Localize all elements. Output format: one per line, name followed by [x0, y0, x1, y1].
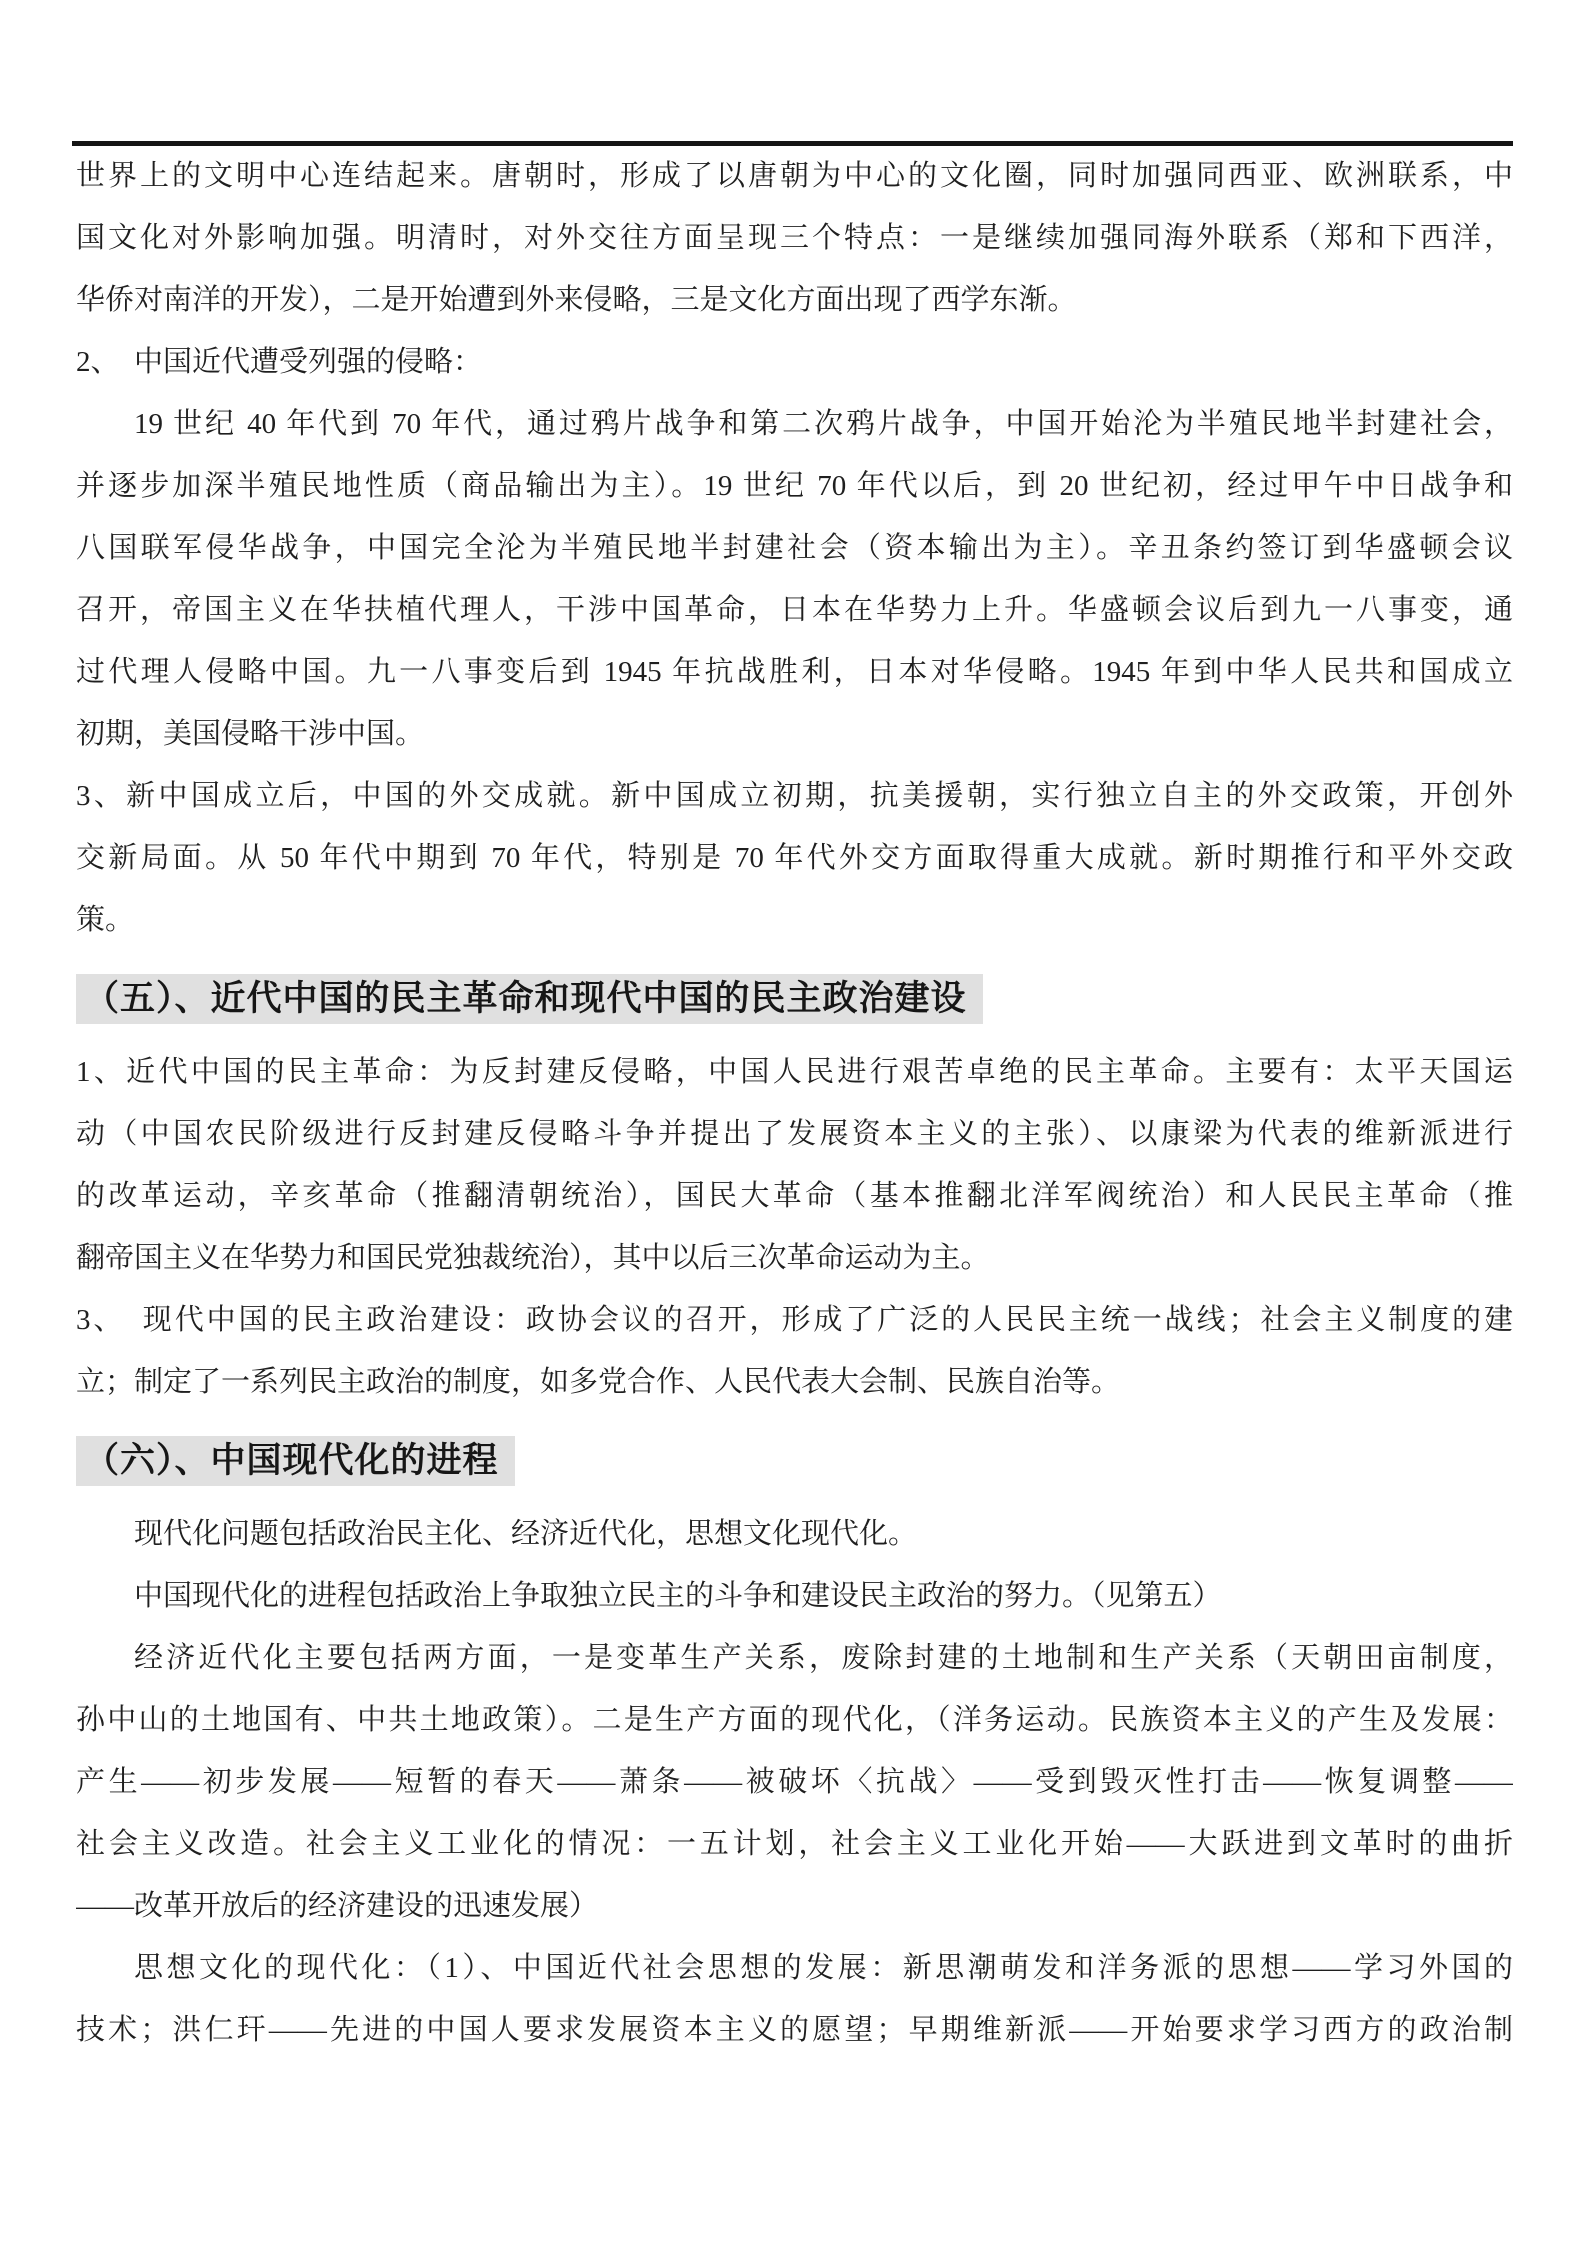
- text-line: 技术；洪仁玕——先进的中国人要求发展资本主义的愿望；早期维新派——开始要求学习西方的政治制: [76, 2014, 1513, 2046]
- text-line: 1、近代中国的民主革命：为反封建反侵略，中国人民进行艰苦卓绝的民主革命。主要有：太平天国运: [76, 1056, 1513, 1088]
- text-line: 19 世纪 40 年代到 70 年代，通过鸦片战争和第二次鸦片战争，中国开始沦为半殖民地半封建社会，: [134, 408, 1513, 440]
- section-heading-row: [76, 1436, 1513, 1486]
- section-heading: （六）、中国现代化的进程: [76, 1436, 515, 1486]
- text-line: 社会主义改造。社会主义工业化的情况：一五计划，社会主义工业化开始——大跃进到文革时的曲折: [76, 1828, 1513, 1860]
- text-line: 翻帝国主义在华势力和国民党独裁统治），其中以后三次革命运动为主。: [76, 1242, 990, 1274]
- text-line: 世界上的文明中心连结起来。唐朝时，形成了以唐朝为中心的文化圈，同时加强同西亚、欧洲联系，中: [76, 160, 1513, 192]
- text-line: 过代理人侵略中国。九一八事变后到 1945 年抗战胜利，日本对华侵略。1945 年到中华人民共和国成立: [76, 656, 1513, 688]
- text-line: 国文化对外影响加强。明清时，对外交往方面呈现三个特点：一是继续加强同海外联系（郑和下西洋，: [76, 222, 1513, 254]
- text-line: 产生——初步发展——短暂的春天——萧条——被破坏〈抗战〉——受到毁灭性打击——恢复调整——: [76, 1766, 1513, 1798]
- section-heading: （五）、近代中国的民主革命和现代中国的民主政治建设: [76, 974, 983, 1024]
- section-heading-row: [76, 974, 1513, 1024]
- text-line: 现代化问题包括政治民主化、经济近代化，思想文化现代化。: [134, 1518, 918, 1550]
- text-line: 2、 中国近代遭受列强的侵略：: [76, 346, 483, 378]
- text-line: 召开，帝国主义在华扶植代理人，干涉中国革命，日本在华势力上升。华盛顿会议后到九一八事变，通: [76, 594, 1513, 626]
- text-line: 中国现代化的进程包括政治上争取独立民主的斗争和建设民主政治的努力。（见第五）: [134, 1580, 1222, 1612]
- text-line: 华侨对南洋的开发），二是开始遭到外来侵略，三是文化方面出现了西学东渐。: [76, 284, 1077, 316]
- document-body: [76, 145, 1513, 2061]
- text-line: ——改革开放后的经济建设的迅速发展）: [76, 1890, 599, 1922]
- text-line: 的改革运动，辛亥革命（推翻清朝统治），国民大革命（基本推翻北洋军阀统治）和人民民主革命（推: [76, 1180, 1513, 1212]
- text-line: 动（中国农民阶级进行反封建反侵略斗争并提出了发展资本主义的主张）、以康梁为代表的维新派进行: [76, 1118, 1513, 1150]
- text-line: 初期，美国侵略干涉中国。: [76, 718, 425, 750]
- text-line: 3、新中国成立后，中国的外交成就。新中国成立初期，抗美援朝，实行独立自主的外交政策，开创外: [76, 780, 1513, 812]
- text-line: 策。: [76, 904, 135, 936]
- text-line: 3、 现代中国的民主政治建设：政协会议的召开，形成了广泛的人民民主统一战线；社会主义制度的建: [76, 1304, 1513, 1336]
- text-line: 八国联军侵华战争，中国完全沦为半殖民地半封建社会（资本输出为主）。辛丑条约签订到华盛顿会议: [76, 532, 1513, 564]
- text-line: 经济近代化主要包括两方面，一是变革生产关系，废除封建的土地制和生产关系（天朝田亩制度，: [134, 1642, 1513, 1674]
- text-line: 孙中山的土地国有、中共土地政策）。二是生产方面的现代化，（洋务运动。民族资本主义的产生及发展：: [76, 1704, 1513, 1736]
- text-line: 思想文化的现代化：（1）、中国近代社会思想的发展：新思潮萌发和洋务派的思想——学习外国的: [134, 1952, 1513, 1984]
- text-line: 立；制定了一系列民主政治的制度，如多党合作、人民代表大会制、民族自治等。: [76, 1366, 1121, 1398]
- text-line: 交新局面。从 50 年代中期到 70 年代，特别是 70 年代外交方面取得重大成就。新时期推行和平外交政: [76, 842, 1513, 874]
- text-line: 并逐步加深半殖民地性质（商品输出为主）。19 世纪 70 年代以后，到 20 世纪初，经过甲午中日战争和: [76, 470, 1513, 502]
